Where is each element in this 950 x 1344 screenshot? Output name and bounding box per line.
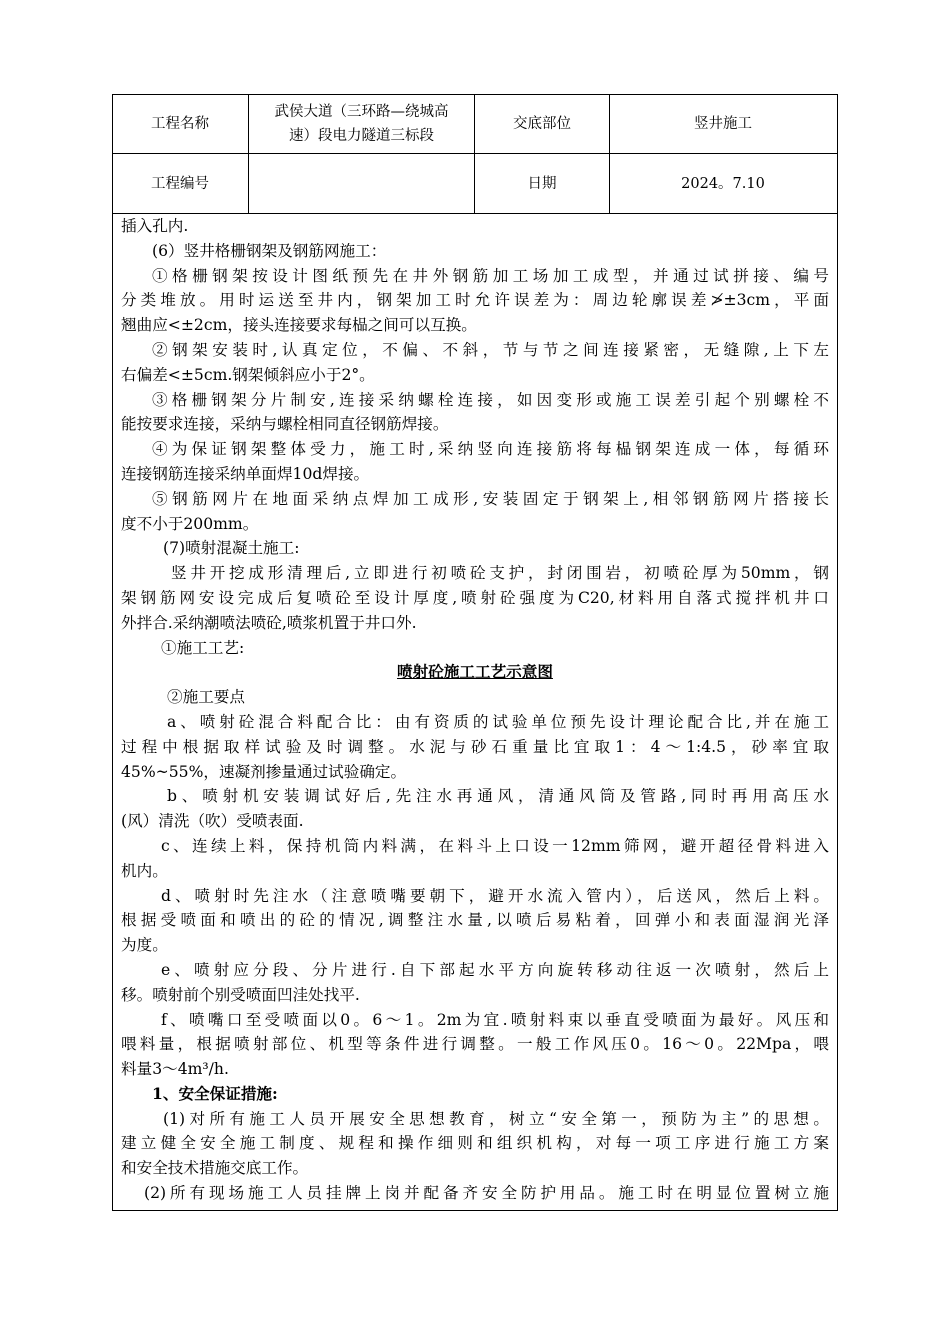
text-line: e、喷射应分段、分片进行.自下部起水平方向旋转移动往返一次喷射，然后上 <box>161 960 829 979</box>
text-line: 竖井开挖成形清理后,立即进行初喷砼支护，封闭围岩，初喷砼厚为50mm，钢 <box>171 564 829 583</box>
section-heading: (7)喷射混凝土施工: <box>163 539 300 558</box>
text-line: 45%~55%，速凝剂掺量通过试验确定。 <box>121 762 407 781</box>
text-line: ④为保证钢架整体受力，施工时,采纳竖向连接筋将每榀钢架连成一体，每循环 <box>152 440 829 459</box>
project-name-label: 工程名称 <box>151 115 209 132</box>
text-line: 建立健全安全施工制度、规程和操作细则和组织机构，对每一项工序进行施工方案 <box>121 1134 829 1153</box>
text-line: 翘曲应<±2cm，接头连接要求每榀之间可以互换。 <box>121 316 477 335</box>
text-line: ③格栅钢架分片制安,连接采纳螺栓连接，如因变形或施工误差引起个别螺栓不 <box>152 390 829 409</box>
text-line: ②钢架安装时,认真定位，不偏、不斜，节与节之间连接紧密，无缝隙,上下左 <box>152 340 829 359</box>
text-line: 过程中根据取样试验及时调整。水泥与砂石重量比宜取1：4～1:4.5，砂率宜取 <box>121 737 829 756</box>
text-line: f、喷嘴口至受喷面以0。6～1。2m为宜.喷射料束以垂直受喷面为最好。风压和 <box>161 1010 829 1029</box>
text-line: 料量3～4m³/h. <box>121 1060 229 1079</box>
text-line: 度不小于200mm。 <box>121 514 259 533</box>
text-line: d、喷射时先注水（注意喷嘴要朝下，避开水流入管内），后送风，然后上料。 <box>161 886 829 905</box>
text-line: a、喷射砼混合料配合比：由有资质的试验单位预先设计理论配合比,并在施工 <box>167 712 829 731</box>
text-line: 喂料量，根据喷射部位、机型等条件进行调整。一般工作风压0。16～0。22Mpa，喂 <box>121 1035 829 1054</box>
project-name-line: 速）段电力隧道三标段 <box>289 127 434 144</box>
text-line: 右偏差<±5cm.钢架倾斜应小于2°。 <box>121 365 375 384</box>
project-no-label: 工程编号 <box>151 175 209 192</box>
project-name-value <box>249 94 474 153</box>
text-line: ①格栅钢架按设计图纸预先在井外钢筋加工场加工成型，并通过试拼接、编号 <box>152 266 829 285</box>
text-line: 架钢筋网安设完成后复喷砼至设计厚度,喷射砼强度为C20,材料用自落式搅拌机井口 <box>121 588 829 607</box>
text-line: 能按要求连接，采纳与螺栓相同直径钢筋焊接。 <box>121 415 449 434</box>
text-line: 为度。 <box>121 936 168 955</box>
section-heading: 1、安全保证措施: <box>152 1083 278 1103</box>
text-line: b、喷射机安装调试好后,先注水再通风，清通风筒及管路,同时再用高压水 <box>167 787 829 806</box>
text-line: (风）清洗（吹）受喷表面. <box>121 812 304 831</box>
project-name-line: 武侯大道（三环路—绕城高 <box>274 103 449 120</box>
text-line: c、连续上料，保持机筒内料满，在料斗上口设一12mm筛网，避开超径骨料进入 <box>161 836 829 855</box>
text-line: 机内。 <box>121 861 168 880</box>
text-line: (2)所有现场施工人员挂牌上岗并配备齐安全防护用品。施工时在明显位置树立施 <box>144 1184 829 1203</box>
text-line: (1)对所有施工人员开展安全思想教育，树立“安全第一，预防为主”的思想。 <box>163 1109 829 1128</box>
text-line: 插入孔内. <box>121 217 189 235</box>
document-body <box>121 214 829 1206</box>
text-line: 分类堆放。用时运送至井内，钢架加工时允许误差为：周边轮廓误差≯±3cm，平面 <box>121 291 829 310</box>
text-line: ①施工工艺: <box>161 638 245 657</box>
project-no-value <box>249 154 474 213</box>
text-line: 连接钢筋连接采纳单面焊10d焊接。 <box>121 464 370 483</box>
figure-title: 喷射砼施工工艺示意图 <box>397 662 553 682</box>
location-label: 交底部位 <box>513 115 571 132</box>
date-label: 日期 <box>527 175 557 192</box>
text-line: ②施工要点 <box>167 688 245 707</box>
text-line: 外拌合.采纳潮喷法喷砼,喷浆机置于井口外. <box>121 613 417 632</box>
text-line: 移。喷射前个别受喷面凹洼处找平. <box>121 985 360 1004</box>
text-line: 根据受喷面和喷出的砼的情况,调整注水量,以喷后易粘着，回弹小和表面湿润光泽 <box>121 911 829 930</box>
text-line: 和安全技术措施交底工作。 <box>121 1159 309 1178</box>
text-line: ⑤钢筋网片在地面采纳点焊加工成形,安装固定于钢架上,相邻钢筋网片搭接长 <box>152 489 829 508</box>
location-value: 竖井施工 <box>694 115 752 132</box>
section-heading: (6）竖井格栅钢架及钢筋网施工： <box>152 241 387 260</box>
date-value: 2024。7.10 <box>681 175 765 192</box>
